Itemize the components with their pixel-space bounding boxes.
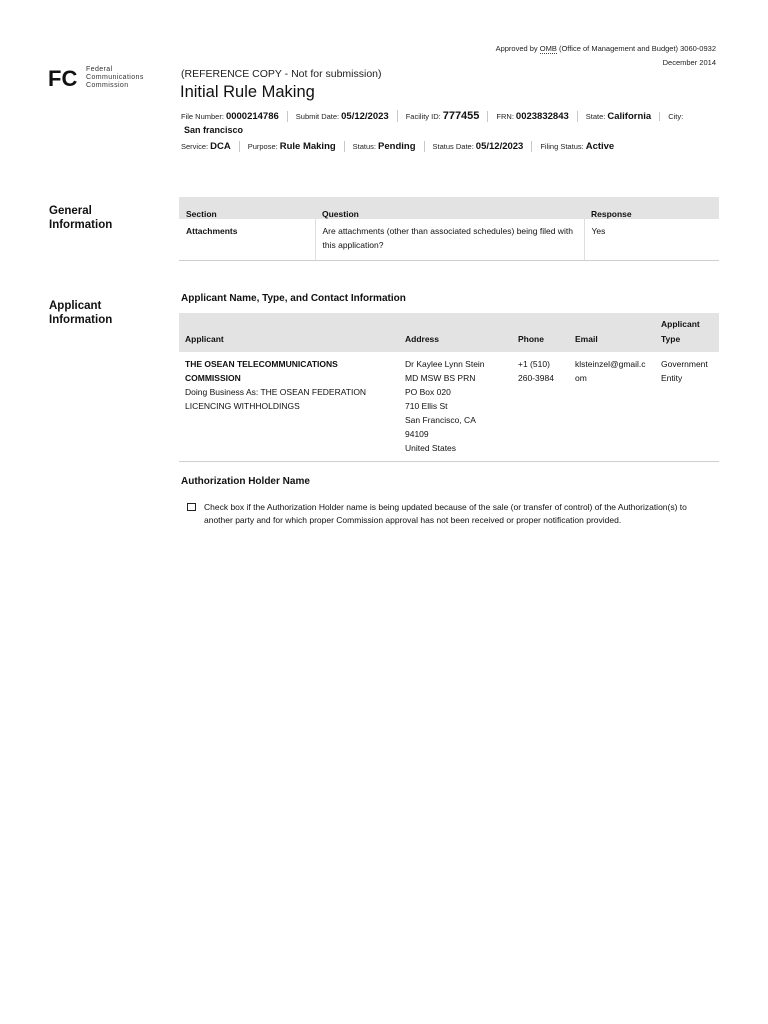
section-cell: Attachments (179, 219, 315, 261)
city-value: San francisco (184, 125, 244, 135)
column-header-section: Section (179, 197, 315, 219)
address-cell: Dr Kaylee Lynn Stein MD MSW BS PRN PO Box 020 710 Ellis St San Francisco, CA 94109 United States (399, 352, 512, 462)
applicant-type-cell: Government Entity (655, 352, 719, 462)
applicant-name: THE OSEAN TELECOMMUNICATIONS COMMISSION (185, 359, 338, 383)
authorization-holder-checkbox-label: Check box if the Authorization Holder name is being updated because of the sale (or transfer of control) of the Authorization(s) to another party and for which proper Commission approval has not been received or proper notification provided. (204, 502, 687, 525)
table-row (179, 352, 719, 462)
phone-cell: +1 (510) 260-3984 (512, 352, 569, 462)
reference-copy-note: (REFERENCE COPY - Not for submission) (181, 68, 382, 80)
authorization-holder-checkbox-row (187, 501, 717, 527)
column-header-address: Address (399, 313, 512, 352)
column-header-applicant: Applicant (179, 313, 399, 352)
response-cell: Yes (584, 219, 719, 261)
facility-id: Facility ID: 777455 (397, 110, 488, 122)
applicant-information-heading: Applicant Information (49, 300, 113, 326)
service: Service: DCA (181, 141, 231, 152)
general-information-table (179, 197, 719, 261)
omb-date: December 2014 (662, 58, 716, 67)
submit-date: Submit Date: 05/12/2023 (287, 111, 397, 122)
file-number: File Number: 0000214786 (181, 111, 279, 122)
applicant-contact-subheading: Applicant Name, Type, and Contact Information (181, 293, 406, 304)
column-header-applicant-type: Applicant Type (655, 313, 719, 352)
column-header-question: Question (315, 197, 584, 219)
status-date: Status Date: 05/12/2023 (424, 141, 532, 152)
column-header-phone: Phone (512, 313, 569, 352)
filing-meta-row-1 (181, 110, 691, 122)
applicant-dba: Doing Business As: THE OSEAN FEDERATION LICENCING WITHHOLDINGS (185, 387, 367, 411)
applicant-table (179, 313, 719, 462)
fcc-logo (48, 66, 144, 90)
frn: FRN: 0023832843 (487, 111, 576, 122)
svg-text:FC: FC (48, 66, 78, 90)
fcc-logo-text: Federal Communications Commission (86, 66, 144, 89)
omb-abbr: OMB (539, 44, 557, 53)
email-cell: klsteinzel@gmail.com (569, 352, 655, 462)
status: Status: Pending (344, 141, 424, 152)
general-information-heading: General Information (49, 205, 113, 231)
fcc-logo-mark (48, 66, 80, 90)
city-label: City: (659, 112, 691, 121)
authorization-holder-heading: Authorization Holder Name (181, 476, 310, 487)
table-row (179, 219, 719, 261)
state: State: California (577, 111, 659, 122)
question-cell: Are attachments (other than associated schedules) being filed with this application? (315, 219, 584, 261)
authorization-holder-checkbox[interactable] (187, 503, 196, 511)
filing-meta-row-2 (181, 141, 622, 152)
applicant-cell (179, 352, 399, 462)
filing-status: Filing Status: Active (531, 141, 622, 152)
column-header-response: Response (584, 197, 719, 219)
page-title: Initial Rule Making (180, 83, 315, 101)
omb-notice: Approved by OMB (Office of Management and Budget) 3060-0932 December 2014 (496, 42, 716, 70)
column-header-email: Email (569, 313, 655, 352)
purpose: Purpose: Rule Making (239, 141, 344, 152)
